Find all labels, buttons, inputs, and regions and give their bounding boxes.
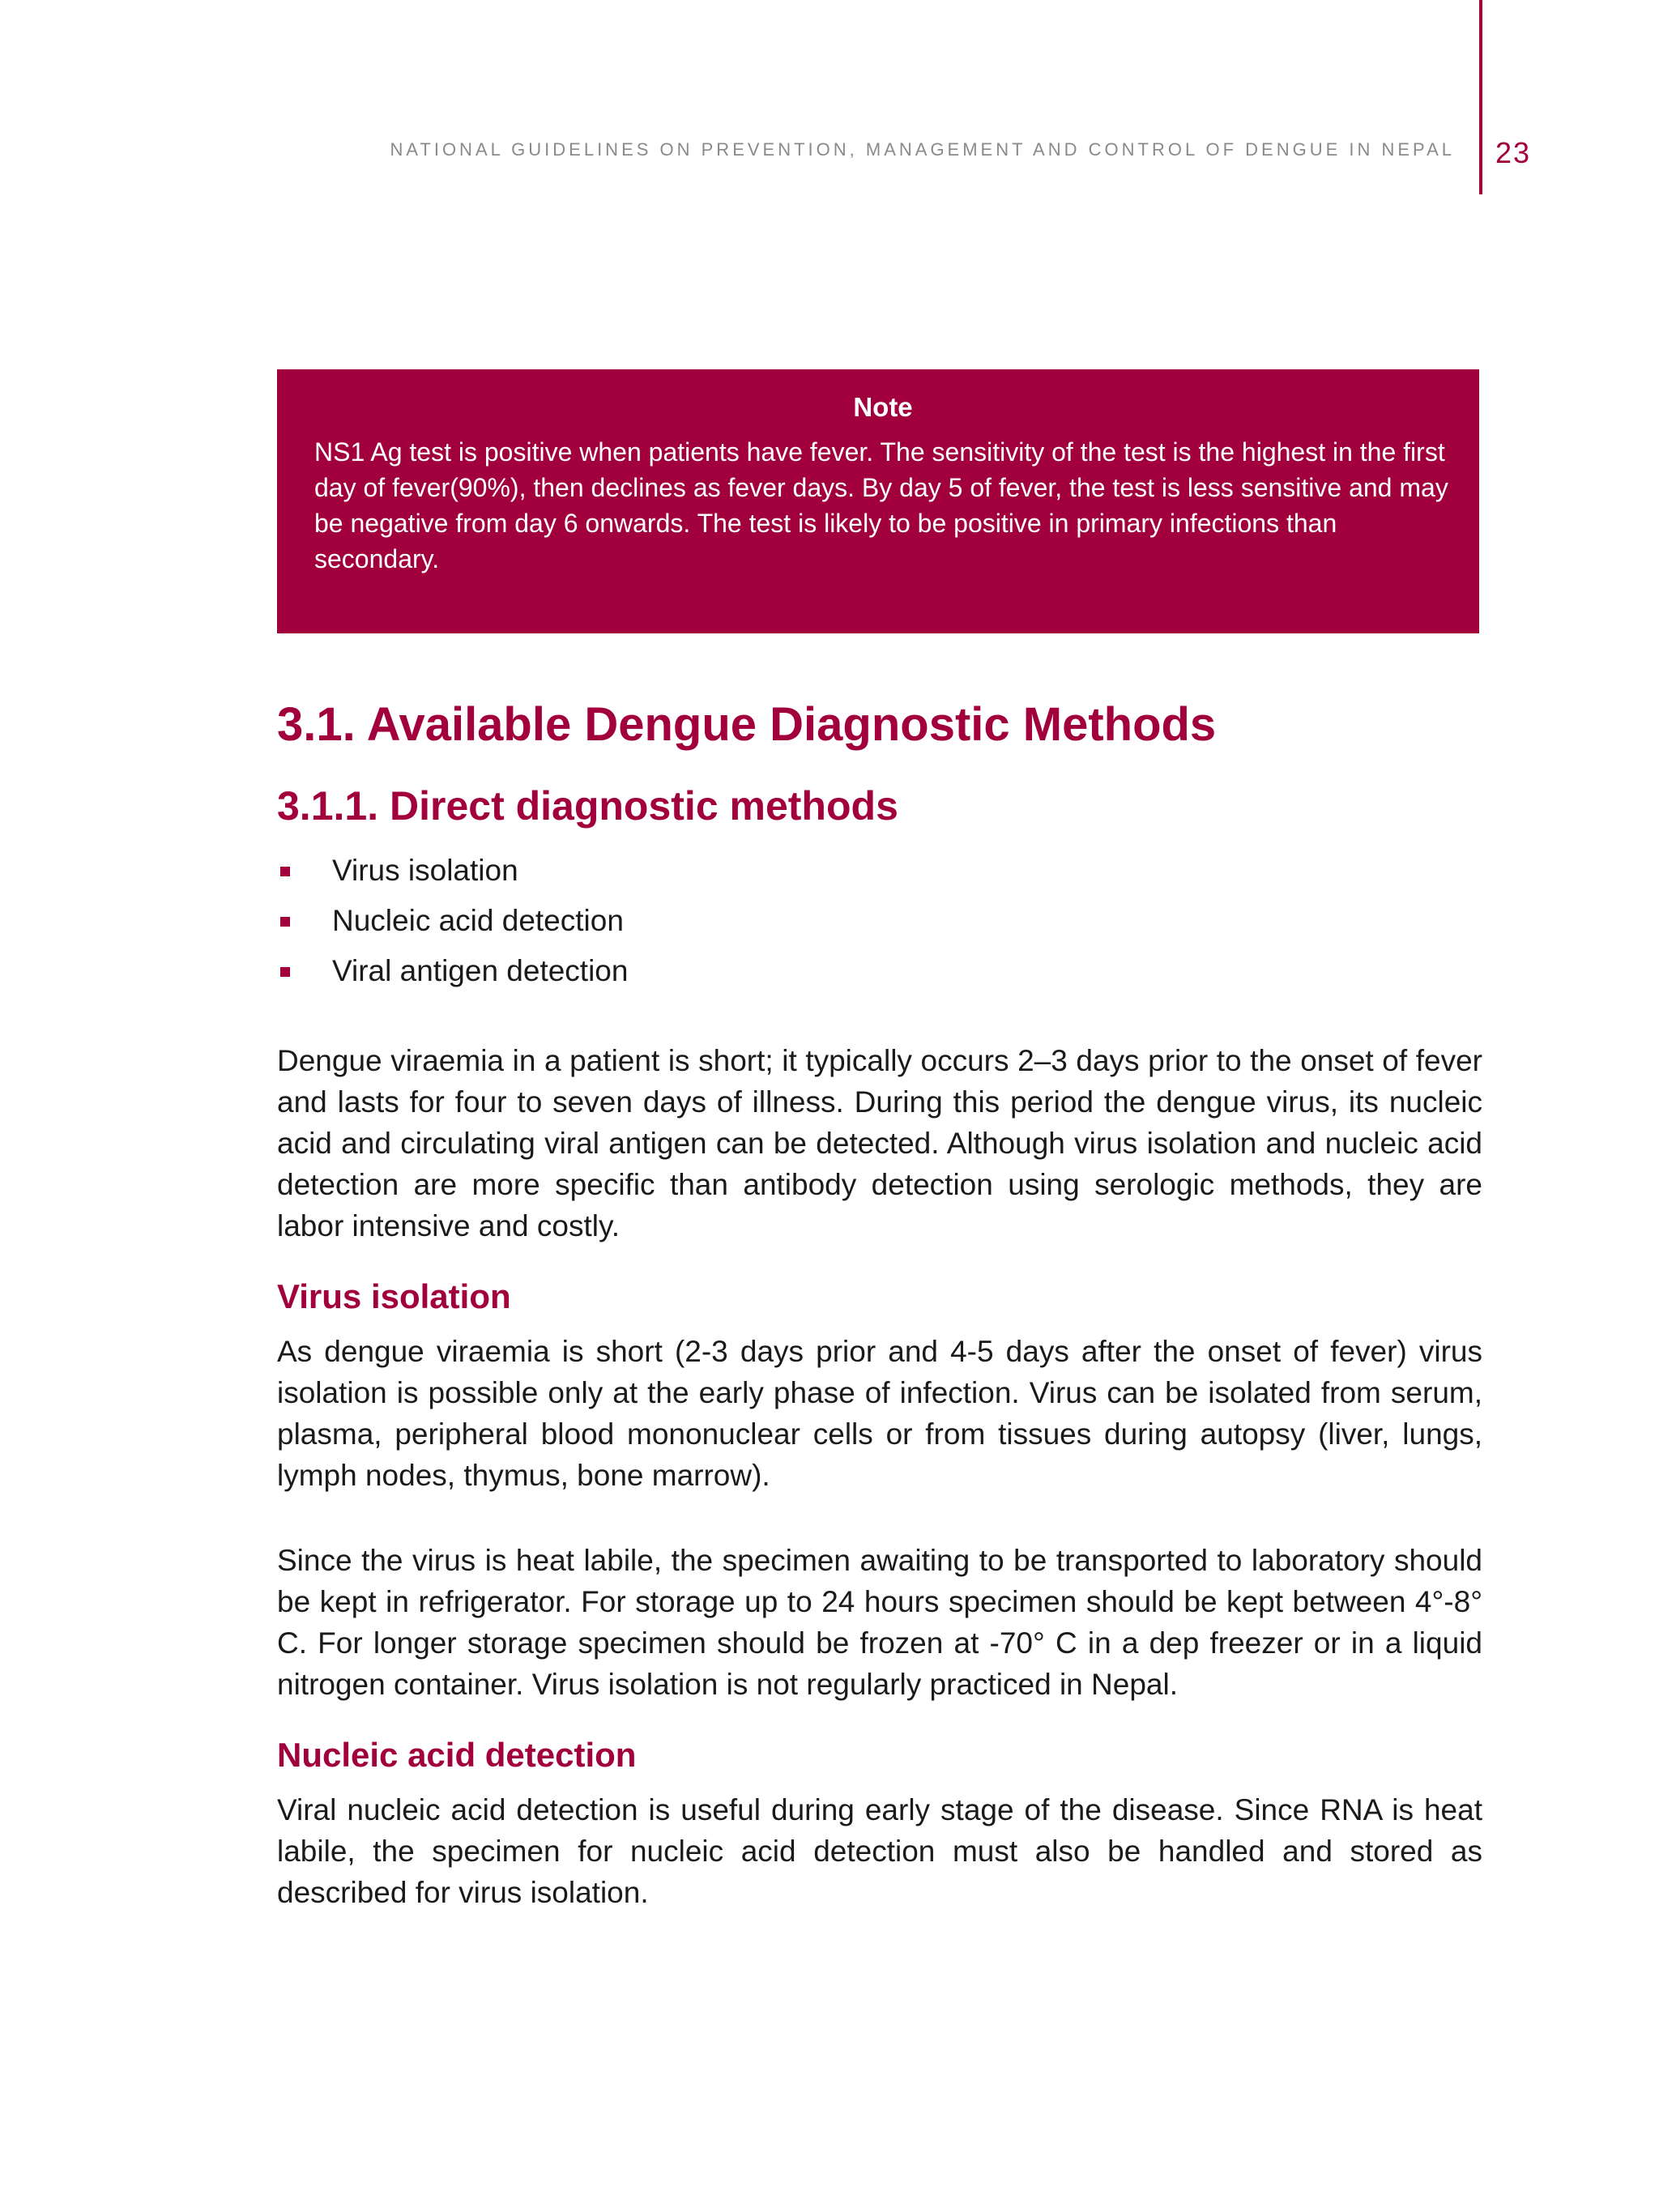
page-number: 23 [1495, 136, 1532, 169]
header-divider-rule [1479, 0, 1482, 194]
nucleic-acid-paragraph: Viral nucleic acid detection is useful during early stage of the disease. Since RNA is heat labile, the specimen for nucleic acid detection must also be handled and stored as described for virus isolation. [277, 1793, 1482, 1910]
section-heading: 3.1. Available Dengue Diagnostic Methods [277, 698, 1217, 751]
list-item-label: Viral antigen detection [332, 954, 629, 988]
list-item-label: Nucleic acid detection [332, 904, 624, 938]
diagnostic-methods-list [277, 846, 1482, 996]
main-content [277, 698, 1482, 1913]
note-title: Note [853, 392, 913, 422]
square-bullet-icon [280, 867, 290, 876]
intro-paragraph: Dengue viraemia in a patient is short; it typically occurs 2–3 days prior to the onset of fever and lasts for four to seven days of illness. During this period the dengue virus, its nucleic acid and circulating viral antigen can be detected. Although virus isolation and nucleic acid detection are more specific than antibody detection using serologic methods, they are labor intensive and costly. [277, 1044, 1482, 1243]
square-bullet-icon [280, 967, 290, 977]
virus-isolation-paragraph-1: As dengue viraemia is short (2-3 days prior and 4-5 days after the onset of fever) virus isolation is possible only at the early phase of infection. Virus can be isolated from serum, plasma, peripheral blood mononuclear cells or from tissues during autopsy (liver, lungs, lymph nodes, thymus, bone marrow). [277, 1335, 1482, 1493]
note-body: NS1 Ag test is positive when patients have fever. The sensitivity of the test is the highest in the first day of fever(90%), then declines as fever days. By day 5 of fever, the test is less sensitive and may be negative from day 6 onwards. The test is likely to be positive in primary infections than secondary. [314, 437, 1448, 573]
list-item [277, 896, 1482, 946]
virus-isolation-heading: Virus isolation [277, 1277, 511, 1316]
list-item-label: Virus isolation [332, 854, 518, 888]
subsection-heading: 3.1.1. Direct diagnostic methods [277, 782, 898, 829]
square-bullet-icon [280, 917, 290, 927]
list-item [277, 946, 1482, 996]
note-box [277, 369, 1479, 633]
nucleic-acid-heading: Nucleic acid detection [277, 1736, 637, 1775]
list-item [277, 846, 1482, 896]
virus-isolation-paragraph-2: Since the virus is heat labile, the specimen awaiting to be transported to laboratory should be kept in refrigerator. For storage up to 24 hours specimen should be kept between 4°-8° C. For longer storage specimen should be frozen at -70° C in a dep freezer or in a liquid nitrogen container. Virus isolation is not regularly practiced in Nepal. [277, 1544, 1482, 1702]
running-header-title: NATIONAL GUIDELINES ON PREVENTION, MANAGEMENT AND CONTROL OF DENGUE IN NEPAL [390, 139, 1455, 160]
